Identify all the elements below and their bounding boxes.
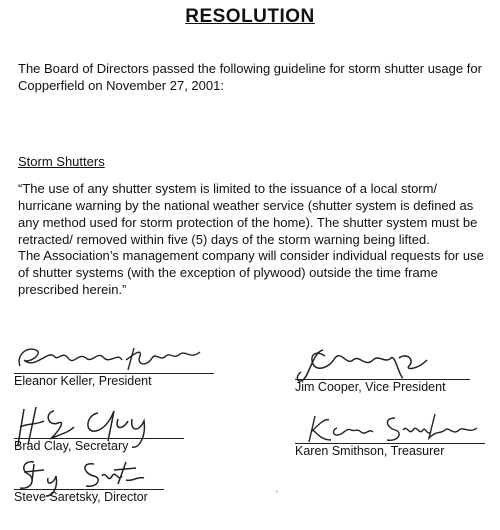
signatory-name: Jim Cooper, Vice President	[295, 380, 446, 394]
signatory-name: Karen Smithson, Treasurer	[295, 444, 445, 458]
stray-mark: '	[276, 489, 278, 499]
section-heading: Storm Shutters	[18, 154, 105, 169]
guideline-paragraph-1: “The use of any shutter system is limited to the issuance of a local storm/ hurricane warning by the national weather service (shutter system is defined as any method used for storm protection of the home). The shutter system must be retracted/ removed within five (5) days of the storm warning being lifted.	[18, 181, 478, 247]
document-title: RESOLUTION	[185, 6, 315, 27]
signatory-name: Steve Saretsky, Director	[14, 490, 148, 504]
signature-block-president	[14, 340, 214, 388]
signature-block-secretary	[14, 405, 184, 453]
intro-paragraph: The Board of Directors passed the following guideline for storm shutter usage for Copperfield on November 27, 2001:	[18, 61, 482, 93]
signatory-name: Eleanor Keller, President	[14, 374, 152, 388]
guideline-paragraph-2: The Association’s management company will consider individual requests for use of shutter systems (with the exception of plywood) outside the time frame prescribed herein.”	[18, 248, 484, 297]
signature-block-treasurer	[295, 410, 485, 458]
signature-block-director	[14, 456, 164, 504]
signature-block-vice-president	[295, 346, 470, 394]
signatory-name: Brad Clay, Secretary	[14, 439, 129, 453]
